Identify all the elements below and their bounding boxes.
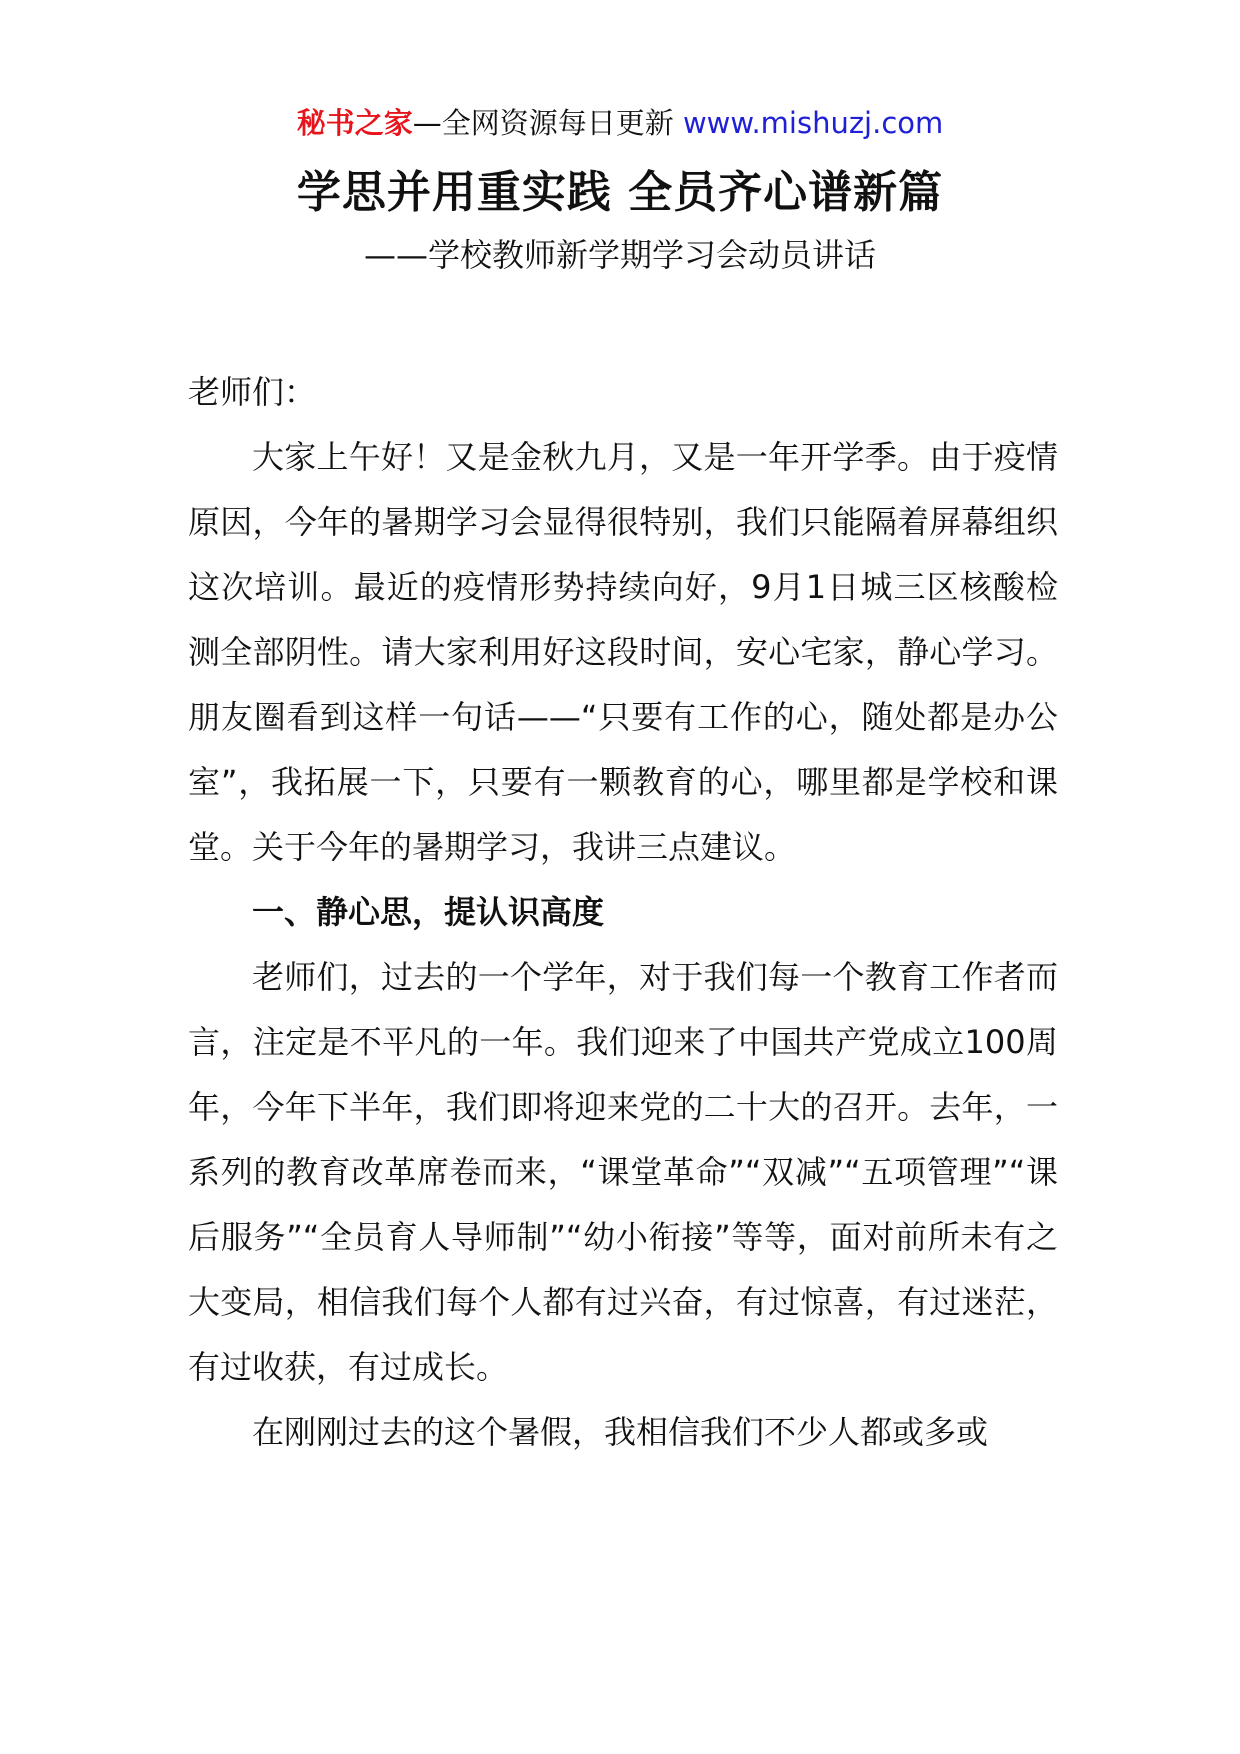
website-link[interactable]: www.mishuzj.com (682, 106, 944, 140)
paragraph-greeting: 大家上午好！又是金秋九月，又是一年开学季。由于疫情原因，今年的暑期学习会显得很特别，我们只能隔着屏幕组织这次培训。最近的疫情形势持续向好，9月1日城三区核酸检测全部阴性。请大家利用好这段时间，安心宅家，静心学习。朋友圈看到这样一句话——“只要有工作的心，随处都是办公室”，我拓展一下，只要有一颗教育的心，哪里都是学校和课堂。关于今年的暑期学习，我讲三点建议。 (188, 438, 1058, 866)
document-body (188, 360, 1058, 1465)
banner-slogan: —全网资源每日更新 (412, 106, 683, 140)
salutation: 老师们： (188, 373, 317, 411)
document-subtitle: ——学校教师新学期学习会动员讲话 (363, 236, 876, 274)
header-banner (0, 103, 1240, 143)
document-title: 学思并用重实践 全员齐心谱新篇 (296, 167, 944, 218)
paragraph-summer: 在刚刚过去的这个暑假，我相信我们不少人都或多或 (252, 1413, 989, 1451)
section-heading: 一、静心思，提认识高度 (252, 893, 605, 931)
brand-name: 秘书之家 (296, 106, 413, 140)
paragraph-past-year: 老师们，过去的一个学年，对于我们每一个教育工作者而言，注定是不平凡的一年。我们迎来了中国共产党成立100周年，今年下半年，我们即将迎来党的二十大的召开。去年，一系列的教育改革席卷而来，“课堂革命”“双减”“五项管理”“课后服务”“全员育人导师制”“幼小衔接”等等，面对前所未有之大变局，相信我们每个人都有过兴奋，有过惊喜，有过迷茫，有过收获，有过成长。 (188, 958, 1058, 1386)
